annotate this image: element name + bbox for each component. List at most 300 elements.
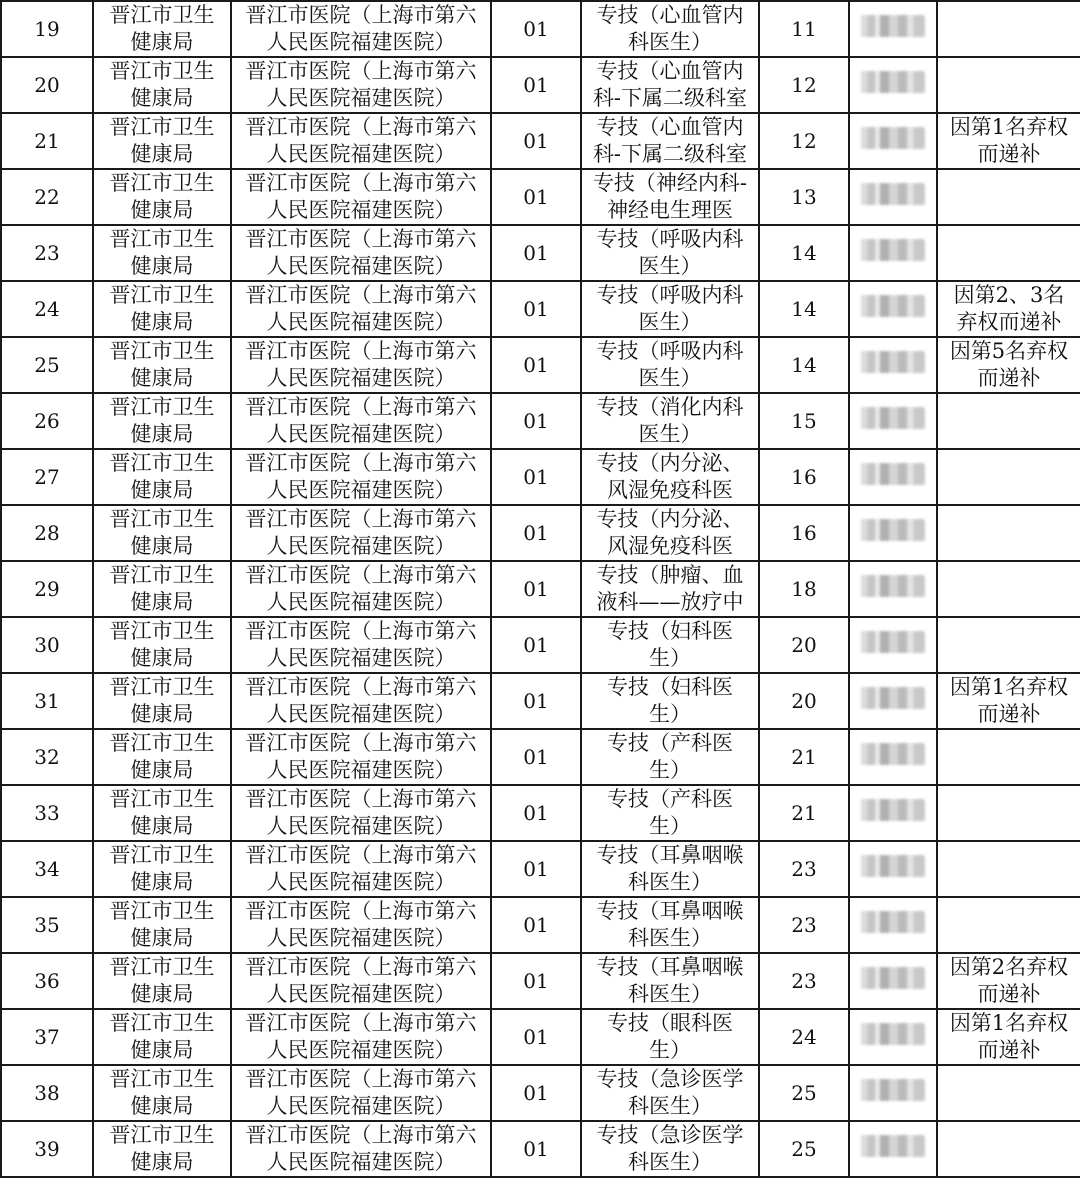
post-cell-line: 专技（肿瘤、血 [596, 563, 744, 587]
unit-cell-line: 晋江市医院（上海市第六 [245, 507, 477, 531]
post-cell [581, 169, 759, 225]
unit-cell-line: 人民医院福建医院） [266, 758, 456, 782]
code-cell: 01 [491, 953, 581, 1009]
table-row [1, 673, 1080, 729]
dept-cell-line: 晋江市卫生 [109, 115, 215, 139]
note-cell [937, 1, 1080, 57]
post-cell [581, 393, 759, 449]
note-cell [937, 449, 1080, 505]
note-cell-line: 而递补 [977, 982, 1041, 1006]
unit-cell-line: 晋江市医院（上海市第六 [245, 227, 477, 251]
name-cell [849, 505, 937, 561]
unit-cell [231, 281, 491, 337]
dept-cell-line: 健康局 [130, 534, 194, 558]
table-row [1, 841, 1080, 897]
note-cell-line: 因第1名弃权 [949, 115, 1069, 139]
note-cell [937, 57, 1080, 113]
post-cell-line: 专技（神经内科- [592, 171, 748, 195]
dept-cell [93, 617, 231, 673]
seq-cell: 33 [1, 785, 93, 841]
note-cell-line: 弃权而递补 [956, 310, 1062, 334]
note-cell [937, 393, 1080, 449]
rank-cell: 16 [759, 449, 849, 505]
post-cell-line: 医生） [638, 422, 702, 446]
redacted-name [861, 967, 925, 989]
seq-cell: 25 [1, 337, 93, 393]
post-cell [581, 449, 759, 505]
note-cell-line: 而递补 [977, 1038, 1041, 1062]
rank-cell: 20 [759, 673, 849, 729]
code-cell: 01 [491, 1, 581, 57]
name-cell [849, 113, 937, 169]
dept-cell-line: 健康局 [130, 870, 194, 894]
unit-cell-line: 人民医院福建医院） [266, 86, 456, 110]
name-cell [849, 841, 937, 897]
dept-cell-line: 健康局 [130, 1150, 194, 1174]
post-cell [581, 729, 759, 785]
dept-cell-line: 晋江市卫生 [109, 395, 215, 419]
seq-cell: 35 [1, 897, 93, 953]
post-cell-line: 专技（心血管内 [596, 115, 744, 139]
unit-cell-line: 人民医院福建医院） [266, 478, 456, 502]
post-cell-line: 科-下属二级科室 [592, 142, 748, 166]
note-cell [937, 953, 1080, 1009]
redacted-name [861, 743, 925, 765]
table-row [1, 729, 1080, 785]
post-cell-line: 专技（心血管内 [596, 3, 744, 27]
unit-cell-line: 人民医院福建医院） [266, 1094, 456, 1118]
code-cell: 01 [491, 449, 581, 505]
table-row [1, 617, 1080, 673]
unit-cell-line: 人民医院福建医院） [266, 534, 456, 558]
dept-cell-line: 健康局 [130, 198, 194, 222]
rank-cell: 24 [759, 1009, 849, 1065]
unit-cell [231, 1065, 491, 1121]
dept-cell-line: 晋江市卫生 [109, 3, 215, 27]
table-row [1, 505, 1080, 561]
note-cell [937, 225, 1080, 281]
post-cell [581, 617, 759, 673]
unit-cell-line: 晋江市医院（上海市第六 [245, 731, 477, 755]
post-cell [581, 673, 759, 729]
post-cell [581, 281, 759, 337]
name-cell [849, 897, 937, 953]
code-cell: 01 [491, 113, 581, 169]
dept-cell [93, 673, 231, 729]
unit-cell [231, 729, 491, 785]
seq-cell: 23 [1, 225, 93, 281]
name-cell [849, 393, 937, 449]
seq-cell: 34 [1, 841, 93, 897]
rank-cell: 13 [759, 169, 849, 225]
redacted-name [861, 295, 925, 317]
dept-cell-line: 晋江市卫生 [109, 731, 215, 755]
note-cell [937, 897, 1080, 953]
post-cell-line: 科医生） [628, 1150, 712, 1174]
note-cell [937, 729, 1080, 785]
post-cell [581, 337, 759, 393]
rank-cell: 12 [759, 57, 849, 113]
unit-cell [231, 841, 491, 897]
dept-cell [93, 281, 231, 337]
post-cell [581, 897, 759, 953]
unit-cell-line: 晋江市医院（上海市第六 [245, 619, 477, 643]
table-row [1, 785, 1080, 841]
unit-cell [231, 505, 491, 561]
dept-cell-line: 晋江市卫生 [109, 1067, 215, 1091]
code-cell: 01 [491, 169, 581, 225]
unit-cell-line: 人民医院福建医院） [266, 646, 456, 670]
unit-cell-line: 晋江市医院（上海市第六 [245, 171, 477, 195]
unit-cell [231, 337, 491, 393]
name-cell [849, 953, 937, 1009]
post-cell-line: 生） [649, 758, 691, 782]
table-row [1, 393, 1080, 449]
name-cell [849, 1121, 937, 1177]
code-cell: 01 [491, 617, 581, 673]
unit-cell-line: 人民医院福建医院） [266, 982, 456, 1006]
table-row [1, 337, 1080, 393]
post-cell-line: 神经电生理医 [607, 198, 733, 222]
note-cell [937, 561, 1080, 617]
seq-cell: 26 [1, 393, 93, 449]
dept-cell-line: 健康局 [130, 142, 194, 166]
unit-cell-line: 人民医院福建医院） [266, 310, 456, 334]
seq-cell: 30 [1, 617, 93, 673]
name-cell [849, 561, 937, 617]
redacted-name [861, 1023, 925, 1045]
unit-cell [231, 1009, 491, 1065]
note-cell-line: 而递补 [977, 142, 1041, 166]
unit-cell [231, 953, 491, 1009]
post-cell [581, 841, 759, 897]
table-row [1, 897, 1080, 953]
note-cell-line: 因第2、3名 [953, 283, 1065, 307]
rank-cell: 25 [759, 1065, 849, 1121]
post-cell-line: 专技（心血管内 [596, 59, 744, 83]
unit-cell-line: 人民医院福建医院） [266, 926, 456, 950]
unit-cell-line: 晋江市医院（上海市第六 [245, 899, 477, 923]
seq-cell: 27 [1, 449, 93, 505]
post-cell-line: 专技（产科医 [607, 787, 733, 811]
note-cell-line: 因第2名弃权 [949, 955, 1069, 979]
dept-cell-line: 健康局 [130, 366, 194, 390]
rank-cell: 16 [759, 505, 849, 561]
dept-cell-line: 晋江市卫生 [109, 507, 215, 531]
dept-cell [93, 225, 231, 281]
table-row [1, 1, 1080, 57]
post-cell [581, 785, 759, 841]
dept-cell [93, 113, 231, 169]
post-cell [581, 505, 759, 561]
unit-cell-line: 人民医院福建医院） [266, 1038, 456, 1062]
redacted-name [861, 1079, 925, 1101]
dept-cell-line: 晋江市卫生 [109, 619, 215, 643]
unit-cell-line: 晋江市医院（上海市第六 [245, 563, 477, 587]
post-cell-line: 专技（耳鼻咽喉 [596, 955, 744, 979]
dept-cell-line: 晋江市卫生 [109, 563, 215, 587]
unit-cell-line: 晋江市医院（上海市第六 [245, 395, 477, 419]
code-cell: 01 [491, 337, 581, 393]
post-cell-line: 专技（呼吸内科 [596, 227, 744, 251]
dept-cell [93, 169, 231, 225]
unit-cell-line: 人民医院福建医院） [266, 1150, 456, 1174]
dept-cell-line: 健康局 [130, 86, 194, 110]
unit-cell-line: 晋江市医院（上海市第六 [245, 451, 477, 475]
unit-cell-line: 晋江市医院（上海市第六 [245, 115, 477, 139]
post-cell-line: 风湿免疫科医 [607, 534, 733, 558]
unit-cell-line: 晋江市医院（上海市第六 [245, 3, 477, 27]
dept-cell-line: 晋江市卫生 [109, 787, 215, 811]
seq-cell: 19 [1, 1, 93, 57]
redacted-name [861, 407, 925, 429]
note-cell [937, 785, 1080, 841]
redacted-name [861, 575, 925, 597]
redacted-name [861, 911, 925, 933]
code-cell: 01 [491, 225, 581, 281]
dept-cell [93, 841, 231, 897]
rank-cell: 15 [759, 393, 849, 449]
name-cell [849, 673, 937, 729]
dept-cell-line: 健康局 [130, 758, 194, 782]
dept-cell [93, 729, 231, 785]
post-cell-line: 风湿免疫科医 [607, 478, 733, 502]
dept-cell-line: 健康局 [130, 702, 194, 726]
post-cell-line: 专技（妇科医 [607, 675, 733, 699]
unit-cell-line: 晋江市医院（上海市第六 [245, 1123, 477, 1147]
redacted-name [861, 1135, 925, 1157]
note-cell-line: 而递补 [977, 366, 1041, 390]
rank-cell: 25 [759, 1121, 849, 1177]
code-cell: 01 [491, 785, 581, 841]
dept-cell [93, 561, 231, 617]
dept-cell-line: 晋江市卫生 [109, 451, 215, 475]
unit-cell [231, 169, 491, 225]
code-cell: 01 [491, 505, 581, 561]
unit-cell-line: 晋江市医院（上海市第六 [245, 59, 477, 83]
unit-cell-line: 晋江市医院（上海市第六 [245, 1067, 477, 1091]
post-cell [581, 113, 759, 169]
name-cell [849, 337, 937, 393]
table-row [1, 225, 1080, 281]
post-cell-line: 生） [649, 702, 691, 726]
post-cell-line: 专技（消化内科 [596, 395, 744, 419]
post-cell-line: 科医生） [628, 1094, 712, 1118]
rank-cell: 23 [759, 953, 849, 1009]
rank-cell: 23 [759, 897, 849, 953]
post-cell-line: 科医生） [628, 982, 712, 1006]
post-cell-line: 医生） [638, 366, 702, 390]
rank-cell: 21 [759, 729, 849, 785]
note-cell [937, 673, 1080, 729]
unit-cell-line: 人民医院福建医院） [266, 142, 456, 166]
dept-cell-line: 晋江市卫生 [109, 171, 215, 195]
note-cell-line: 因第1名弃权 [949, 1011, 1069, 1035]
unit-cell-line: 人民医院福建医院） [266, 30, 456, 54]
unit-cell-line: 晋江市医院（上海市第六 [245, 787, 477, 811]
note-cell [937, 1121, 1080, 1177]
seq-cell: 29 [1, 561, 93, 617]
seq-cell: 21 [1, 113, 93, 169]
redacted-name [861, 351, 925, 373]
table-row [1, 113, 1080, 169]
unit-cell-line: 人民医院福建医院） [266, 870, 456, 894]
table-row [1, 953, 1080, 1009]
seq-cell: 32 [1, 729, 93, 785]
rank-cell: 18 [759, 561, 849, 617]
dept-cell-line: 晋江市卫生 [109, 283, 215, 307]
seq-cell: 22 [1, 169, 93, 225]
post-cell-line: 生） [649, 1038, 691, 1062]
code-cell: 01 [491, 1009, 581, 1065]
post-cell-line: 专技（内分泌、 [596, 451, 744, 475]
post-cell-line: 科-下属二级科室 [592, 86, 748, 110]
redacted-name [861, 239, 925, 261]
post-cell-line: 专技（急诊医学 [596, 1067, 744, 1091]
post-cell [581, 1065, 759, 1121]
dept-cell [93, 505, 231, 561]
dept-cell [93, 897, 231, 953]
seq-cell: 20 [1, 57, 93, 113]
unit-cell-line: 人民医院福建医院） [266, 366, 456, 390]
code-cell: 01 [491, 561, 581, 617]
unit-cell [231, 1, 491, 57]
unit-cell [231, 57, 491, 113]
note-cell [937, 1065, 1080, 1121]
dept-cell-line: 健康局 [130, 30, 194, 54]
unit-cell [231, 617, 491, 673]
post-cell-line: 专技（内分泌、 [596, 507, 744, 531]
name-cell [849, 1065, 937, 1121]
redacted-name [861, 183, 925, 205]
seq-cell: 24 [1, 281, 93, 337]
code-cell: 01 [491, 1065, 581, 1121]
unit-cell [231, 449, 491, 505]
dept-cell [93, 449, 231, 505]
unit-cell [231, 561, 491, 617]
redacted-name [861, 71, 925, 93]
unit-cell-line: 人民医院福建医院） [266, 590, 456, 614]
name-cell [849, 1009, 937, 1065]
seq-cell: 28 [1, 505, 93, 561]
unit-cell [231, 393, 491, 449]
note-cell-line: 因第5名弃权 [949, 339, 1069, 363]
code-cell: 01 [491, 673, 581, 729]
rank-cell: 12 [759, 113, 849, 169]
unit-cell [231, 225, 491, 281]
redacted-name [861, 519, 925, 541]
code-cell: 01 [491, 281, 581, 337]
unit-cell-line: 人民医院福建医院） [266, 702, 456, 726]
post-cell [581, 1121, 759, 1177]
unit-cell-line: 晋江市医院（上海市第六 [245, 1011, 477, 1035]
rank-cell: 20 [759, 617, 849, 673]
unit-cell-line: 人民医院福建医院） [266, 198, 456, 222]
table-row [1, 169, 1080, 225]
dept-cell-line: 健康局 [130, 478, 194, 502]
table-row [1, 281, 1080, 337]
unit-cell-line: 人民医院福建医院） [266, 422, 456, 446]
seq-cell: 38 [1, 1065, 93, 1121]
name-cell [849, 617, 937, 673]
post-cell [581, 1, 759, 57]
code-cell: 01 [491, 57, 581, 113]
code-cell: 01 [491, 1121, 581, 1177]
rank-cell: 14 [759, 281, 849, 337]
seq-cell: 39 [1, 1121, 93, 1177]
table-body [1, 1, 1080, 1177]
post-cell-line: 专技（呼吸内科 [596, 339, 744, 363]
post-cell [581, 225, 759, 281]
dept-cell [93, 1, 231, 57]
table-row [1, 57, 1080, 113]
rank-cell: 11 [759, 1, 849, 57]
name-cell [849, 169, 937, 225]
post-cell-line: 液科——放疗中 [596, 590, 744, 614]
unit-cell-line: 人民医院福建医院） [266, 254, 456, 278]
post-cell [581, 57, 759, 113]
table-row [1, 561, 1080, 617]
rank-cell: 23 [759, 841, 849, 897]
name-cell [849, 57, 937, 113]
post-cell-line: 专技（耳鼻咽喉 [596, 843, 744, 867]
redacted-name [861, 687, 925, 709]
post-cell-line: 专技（眼科医 [607, 1011, 733, 1035]
dept-cell-line: 健康局 [130, 310, 194, 334]
dept-cell [93, 953, 231, 1009]
post-cell-line: 专技（耳鼻咽喉 [596, 899, 744, 923]
post-cell-line: 科医生） [628, 926, 712, 950]
unit-cell-line: 晋江市医院（上海市第六 [245, 283, 477, 307]
dept-cell [93, 1121, 231, 1177]
dept-cell-line: 健康局 [130, 926, 194, 950]
note-cell [937, 113, 1080, 169]
note-cell-line: 因第1名弃权 [949, 675, 1069, 699]
dept-cell [93, 337, 231, 393]
note-cell [937, 841, 1080, 897]
dept-cell-line: 健康局 [130, 590, 194, 614]
name-cell [849, 225, 937, 281]
post-cell-line: 生） [649, 646, 691, 670]
unit-cell-line: 晋江市医院（上海市第六 [245, 339, 477, 363]
post-cell-line: 科医生） [628, 30, 712, 54]
redacted-name [861, 463, 925, 485]
code-cell: 01 [491, 841, 581, 897]
dept-cell [93, 1009, 231, 1065]
code-cell: 01 [491, 729, 581, 785]
unit-cell [231, 673, 491, 729]
code-cell: 01 [491, 897, 581, 953]
dept-cell-line: 健康局 [130, 646, 194, 670]
dept-cell [93, 57, 231, 113]
redacted-name [861, 855, 925, 877]
dept-cell-line: 健康局 [130, 422, 194, 446]
redacted-name [861, 15, 925, 37]
redacted-name [861, 127, 925, 149]
dept-cell [93, 1065, 231, 1121]
seq-cell: 37 [1, 1009, 93, 1065]
unit-cell-line: 晋江市医院（上海市第六 [245, 843, 477, 867]
note-cell [937, 169, 1080, 225]
unit-cell [231, 113, 491, 169]
rank-cell: 14 [759, 225, 849, 281]
dept-cell-line: 晋江市卫生 [109, 1011, 215, 1035]
post-cell [581, 1009, 759, 1065]
note-cell [937, 505, 1080, 561]
post-cell-line: 专技（呼吸内科 [596, 283, 744, 307]
dept-cell-line: 晋江市卫生 [109, 227, 215, 251]
unit-cell [231, 1121, 491, 1177]
